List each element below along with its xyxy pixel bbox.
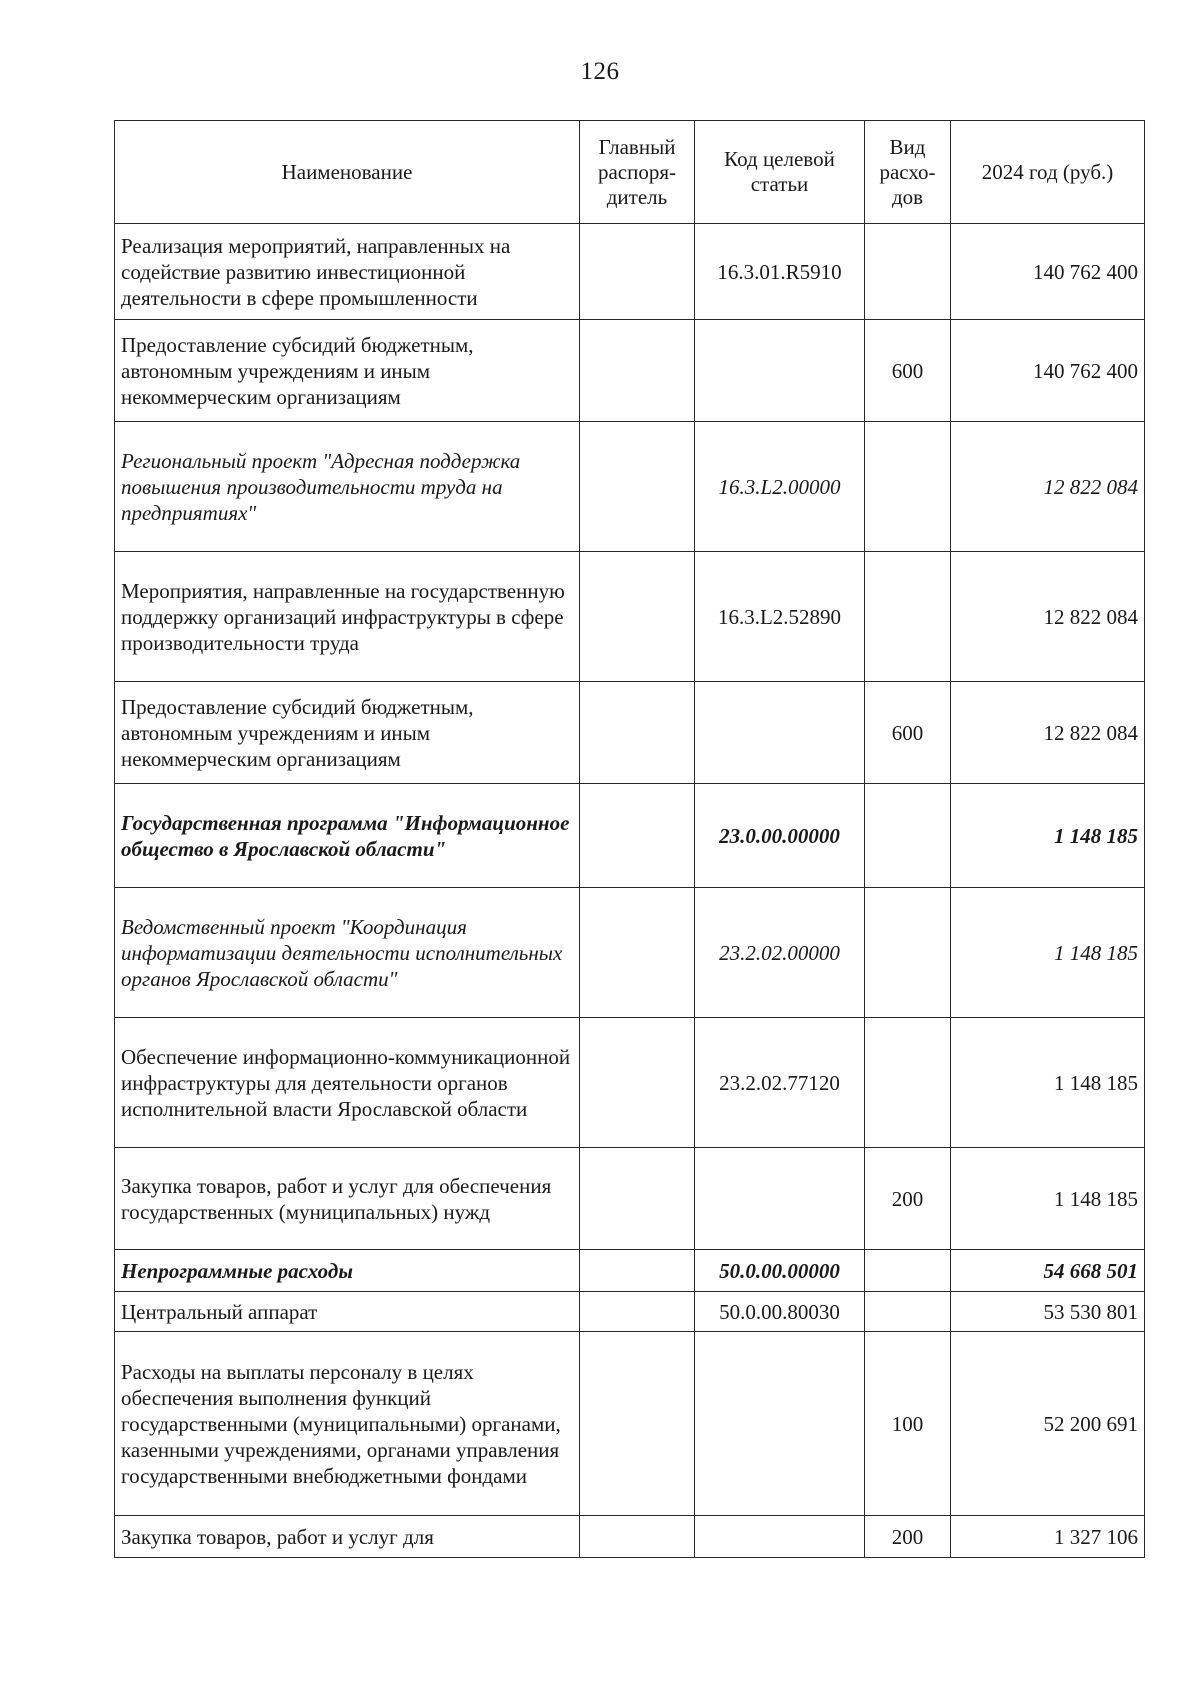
- row-name: Закупка товаров, работ и услуг для: [115, 1516, 580, 1558]
- row-amount: 12 822 084: [951, 682, 1145, 784]
- row-chief-manager: [580, 1148, 695, 1250]
- row-chief-manager: [580, 320, 695, 422]
- table-row: [115, 784, 1145, 888]
- table-row: [115, 422, 1145, 552]
- table-row: [115, 552, 1145, 682]
- row-amount: 1 148 185: [951, 784, 1145, 888]
- table-row: [115, 1332, 1145, 1516]
- row-target-code: 23.0.00.00000: [695, 784, 865, 888]
- row-amount: 12 822 084: [951, 422, 1145, 552]
- row-name: Реализация мероприятий, направленных на содействие развитию инвестиционной деятельности в сфере промышленности: [115, 224, 580, 320]
- row-expense-type: 100: [865, 1332, 951, 1516]
- budget-table: [114, 120, 1145, 1558]
- row-target-code: 16.3.L2.52890: [695, 552, 865, 682]
- row-expense-type: [865, 422, 951, 552]
- row-expense-type: [865, 784, 951, 888]
- header-target-code: Код целевой статьи: [695, 121, 865, 224]
- table-row: [115, 1148, 1145, 1250]
- row-amount: 1 148 185: [951, 888, 1145, 1018]
- header-chief-manager: Главный распоря-дитель: [580, 121, 695, 224]
- row-chief-manager: [580, 1018, 695, 1148]
- row-chief-manager: [580, 888, 695, 1018]
- row-chief-manager: [580, 1516, 695, 1558]
- row-target-code: [695, 1516, 865, 1558]
- row-name: Расходы на выплаты персоналу в целях обеспечения выполнения функций государственными (муниципальными) органами, казенными учреждениями, органами управления государственными внебюджетными фондами: [115, 1332, 580, 1516]
- row-amount: 12 822 084: [951, 552, 1145, 682]
- row-target-code: 16.3.L2.00000: [695, 422, 865, 552]
- row-name: Центральный аппарат: [115, 1292, 580, 1332]
- table-row: [115, 1018, 1145, 1148]
- table-row: [115, 320, 1145, 422]
- row-amount: 1 148 185: [951, 1148, 1145, 1250]
- row-chief-manager: [580, 1292, 695, 1332]
- row-name: Региональный проект "Адресная поддержка повышения производительности труда на предприятиях": [115, 422, 580, 552]
- row-expense-type: [865, 224, 951, 320]
- row-name: Ведомственный проект "Координация информатизации деятельности исполнительных органов Ярославской области": [115, 888, 580, 1018]
- header-year-2024: 2024 год (руб.): [951, 121, 1145, 224]
- row-target-code: 16.3.01.R5910: [695, 224, 865, 320]
- row-target-code: [695, 1148, 865, 1250]
- table-row: [115, 1250, 1145, 1292]
- row-amount: 53 530 801: [951, 1292, 1145, 1332]
- row-target-code: [695, 682, 865, 784]
- table-row: [115, 1516, 1145, 1558]
- row-amount: 140 762 400: [951, 320, 1145, 422]
- row-expense-type: 600: [865, 320, 951, 422]
- row-chief-manager: [580, 1332, 695, 1516]
- row-chief-manager: [580, 224, 695, 320]
- table-header-row: [115, 121, 1145, 224]
- row-name: Предоставление субсидий бюджетным, автономным учреждениям и иным некоммерческим организациям: [115, 320, 580, 422]
- row-name: Мероприятия, направленные на государственную поддержку организаций инфраструктуры в сфере производительности труда: [115, 552, 580, 682]
- row-chief-manager: [580, 784, 695, 888]
- row-chief-manager: [580, 552, 695, 682]
- row-name: Государственная программа "Информационное общество в Ярославской области": [115, 784, 580, 888]
- row-target-code: [695, 1332, 865, 1516]
- row-expense-type: 200: [865, 1148, 951, 1250]
- row-target-code: [695, 320, 865, 422]
- table-row: [115, 888, 1145, 1018]
- row-expense-type: [865, 1250, 951, 1292]
- row-expense-type: 200: [865, 1516, 951, 1558]
- row-expense-type: [865, 552, 951, 682]
- header-expense-type: Вид расхо-дов: [865, 121, 951, 224]
- page-number: 126: [580, 58, 620, 85]
- row-expense-type: [865, 888, 951, 1018]
- row-chief-manager: [580, 1250, 695, 1292]
- row-amount: 140 762 400: [951, 224, 1145, 320]
- table-row: [115, 682, 1145, 784]
- row-target-code: 50.0.00.80030: [695, 1292, 865, 1332]
- row-expense-type: [865, 1292, 951, 1332]
- header-name: Наименование: [115, 121, 580, 224]
- table-row: [115, 224, 1145, 320]
- row-target-code: 23.2.02.77120: [695, 1018, 865, 1148]
- row-target-code: 23.2.02.00000: [695, 888, 865, 1018]
- row-target-code: 50.0.00.00000: [695, 1250, 865, 1292]
- table-body: [115, 224, 1145, 1558]
- row-amount: 1 148 185: [951, 1018, 1145, 1148]
- row-name: Закупка товаров, работ и услуг для обеспечения государственных (муниципальных) нужд: [115, 1148, 580, 1250]
- row-name: Обеспечение информационно-коммуникационной инфраструктуры для деятельности органов исполнительной власти Ярославской области: [115, 1018, 580, 1148]
- row-amount: 1 327 106: [951, 1516, 1145, 1558]
- row-chief-manager: [580, 682, 695, 784]
- row-chief-manager: [580, 422, 695, 552]
- row-name: Предоставление субсидий бюджетным, автономным учреждениям и иным некоммерческим организациям: [115, 682, 580, 784]
- row-expense-type: 600: [865, 682, 951, 784]
- row-amount: 52 200 691: [951, 1332, 1145, 1516]
- row-name: Непрограммные расходы: [115, 1250, 580, 1292]
- table-row: [115, 1292, 1145, 1332]
- row-amount: 54 668 501: [951, 1250, 1145, 1292]
- row-expense-type: [865, 1018, 951, 1148]
